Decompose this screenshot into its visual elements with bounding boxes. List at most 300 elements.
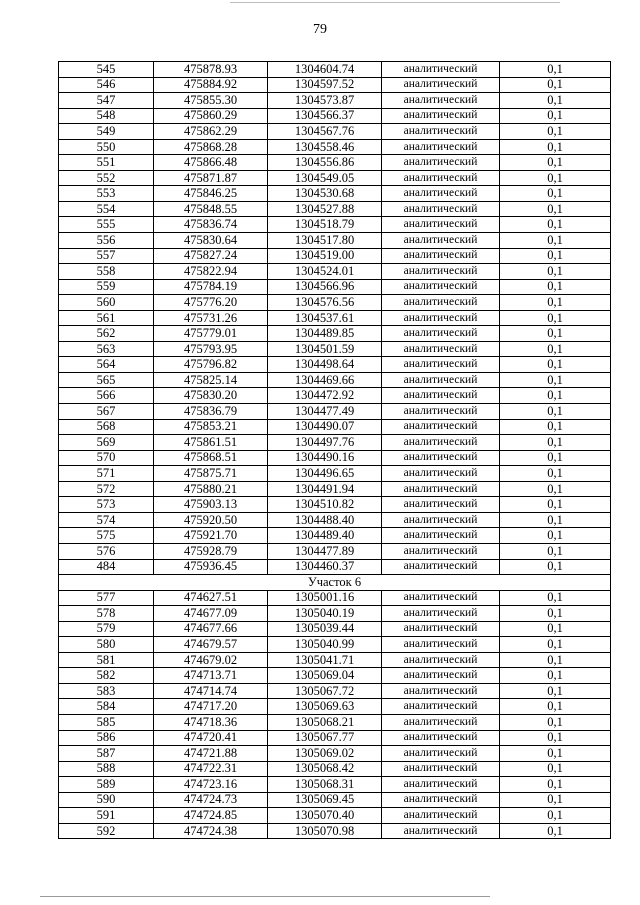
x-coordinate-cell: 474723.16 (154, 777, 268, 793)
accuracy-cell: 0,1 (500, 279, 611, 295)
method-cell: аналитический (382, 792, 500, 808)
method-cell: аналитический (382, 155, 500, 171)
x-coordinate-cell: 475836.79 (154, 404, 268, 420)
method-cell: аналитический (382, 699, 500, 715)
table-row (59, 777, 611, 793)
accuracy-cell: 0,1 (500, 714, 611, 730)
x-coordinate-cell: 475868.28 (154, 139, 268, 155)
point-number-cell: 572 (59, 481, 154, 497)
x-coordinate-cell: 474722.31 (154, 761, 268, 777)
accuracy-cell: 0,1 (500, 528, 611, 544)
accuracy-cell: 0,1 (500, 683, 611, 699)
y-coordinate-cell: 1304491.94 (268, 481, 382, 497)
point-number-cell: 571 (59, 466, 154, 482)
y-coordinate-cell: 1304597.52 (268, 77, 382, 93)
y-coordinate-cell: 1304510.82 (268, 497, 382, 513)
accuracy-cell: 0,1 (500, 559, 611, 575)
x-coordinate-cell: 475871.87 (154, 170, 268, 186)
x-coordinate-cell: 475880.21 (154, 481, 268, 497)
x-coordinate-cell: 474714.74 (154, 683, 268, 699)
table-row (59, 606, 611, 622)
y-coordinate-cell: 1304489.85 (268, 326, 382, 342)
x-coordinate-cell: 474677.09 (154, 606, 268, 622)
accuracy-cell: 0,1 (500, 186, 611, 202)
y-coordinate-cell: 1304530.68 (268, 186, 382, 202)
accuracy-cell: 0,1 (500, 746, 611, 762)
table-row (59, 93, 611, 109)
accuracy-cell: 0,1 (500, 217, 611, 233)
method-cell: аналитический (382, 357, 500, 373)
x-coordinate-cell: 475846.25 (154, 186, 268, 202)
point-number-cell: 575 (59, 528, 154, 544)
table-row (59, 512, 611, 528)
table-row (59, 357, 611, 373)
accuracy-cell: 0,1 (500, 792, 611, 808)
method-cell: аналитический (382, 233, 500, 249)
y-coordinate-cell: 1305039.44 (268, 621, 382, 637)
point-number-cell: 553 (59, 186, 154, 202)
x-coordinate-cell: 474717.20 (154, 699, 268, 715)
x-coordinate-cell: 475836.74 (154, 217, 268, 233)
section-title: Участок 6 (59, 575, 611, 591)
method-cell: аналитический (382, 497, 500, 513)
table-row (59, 559, 611, 575)
y-coordinate-cell: 1305069.04 (268, 668, 382, 684)
point-number-cell: 559 (59, 279, 154, 295)
method-cell: аналитический (382, 170, 500, 186)
accuracy-cell: 0,1 (500, 155, 611, 171)
accuracy-cell: 0,1 (500, 808, 611, 824)
y-coordinate-cell: 1304576.56 (268, 295, 382, 311)
table-row (59, 295, 611, 311)
table-row (59, 450, 611, 466)
table-row (59, 326, 611, 342)
x-coordinate-cell: 475875.71 (154, 466, 268, 482)
accuracy-cell: 0,1 (500, 233, 611, 249)
accuracy-cell: 0,1 (500, 668, 611, 684)
y-coordinate-cell: 1305041.71 (268, 652, 382, 668)
table-row (59, 170, 611, 186)
point-number-cell: 547 (59, 93, 154, 109)
accuracy-cell: 0,1 (500, 419, 611, 435)
y-coordinate-cell: 1305067.77 (268, 730, 382, 746)
method-cell: аналитический (382, 761, 500, 777)
point-number-cell: 573 (59, 497, 154, 513)
accuracy-cell: 0,1 (500, 543, 611, 559)
accuracy-cell: 0,1 (500, 124, 611, 140)
y-coordinate-cell: 1304556.86 (268, 155, 382, 171)
method-cell: аналитический (382, 217, 500, 233)
method-cell: аналитический (382, 590, 500, 606)
y-coordinate-cell: 1304469.66 (268, 372, 382, 388)
table-row (59, 388, 611, 404)
accuracy-cell: 0,1 (500, 761, 611, 777)
accuracy-cell: 0,1 (500, 248, 611, 264)
table-row (59, 823, 611, 839)
method-cell: аналитический (382, 108, 500, 124)
point-number-cell: 550 (59, 139, 154, 155)
method-cell: аналитический (382, 310, 500, 326)
point-number-cell: 570 (59, 450, 154, 466)
top-scan-rule (230, 2, 560, 3)
table-row (59, 264, 611, 280)
y-coordinate-cell: 1304489.40 (268, 528, 382, 544)
x-coordinate-cell: 475920.50 (154, 512, 268, 528)
table-row (59, 404, 611, 420)
point-number-cell: 579 (59, 621, 154, 637)
table-row (59, 481, 611, 497)
table-row (59, 699, 611, 715)
method-cell: аналитический (382, 419, 500, 435)
y-coordinate-cell: 1304498.64 (268, 357, 382, 373)
y-coordinate-cell: 1304549.05 (268, 170, 382, 186)
point-number-cell: 551 (59, 155, 154, 171)
x-coordinate-cell: 475779.01 (154, 326, 268, 342)
method-cell: аналитический (382, 637, 500, 653)
method-cell: аналитический (382, 512, 500, 528)
y-coordinate-cell: 1304527.88 (268, 201, 382, 217)
table-row (59, 497, 611, 513)
y-coordinate-cell: 1305067.72 (268, 683, 382, 699)
method-cell: аналитический (382, 528, 500, 544)
x-coordinate-cell: 475866.48 (154, 155, 268, 171)
x-coordinate-cell: 475936.45 (154, 559, 268, 575)
x-coordinate-cell: 475861.51 (154, 435, 268, 451)
table-row (59, 155, 611, 171)
coordinates-table (58, 61, 611, 839)
method-cell: аналитический (382, 62, 500, 78)
accuracy-cell: 0,1 (500, 699, 611, 715)
method-cell: аналитический (382, 668, 500, 684)
y-coordinate-cell: 1304518.79 (268, 217, 382, 233)
point-number-cell: 590 (59, 792, 154, 808)
x-coordinate-cell: 475878.93 (154, 62, 268, 78)
table-row (59, 652, 611, 668)
method-cell: аналитический (382, 124, 500, 140)
table-row (59, 435, 611, 451)
method-cell: аналитический (382, 481, 500, 497)
method-cell: аналитический (382, 606, 500, 622)
point-number-cell: 549 (59, 124, 154, 140)
y-coordinate-cell: 1304573.87 (268, 93, 382, 109)
accuracy-cell: 0,1 (500, 621, 611, 637)
method-cell: аналитический (382, 559, 500, 575)
y-coordinate-cell: 1304567.76 (268, 124, 382, 140)
method-cell: аналитический (382, 186, 500, 202)
accuracy-cell: 0,1 (500, 652, 611, 668)
point-number-cell: 587 (59, 746, 154, 762)
y-coordinate-cell: 1304501.59 (268, 341, 382, 357)
point-number-cell: 562 (59, 326, 154, 342)
method-cell: аналитический (382, 341, 500, 357)
method-cell: аналитический (382, 264, 500, 280)
table-row (59, 419, 611, 435)
x-coordinate-cell: 474724.73 (154, 792, 268, 808)
method-cell: аналитический (382, 450, 500, 466)
point-number-cell: 584 (59, 699, 154, 715)
point-number-cell: 557 (59, 248, 154, 264)
method-cell: аналитический (382, 714, 500, 730)
point-number-cell: 566 (59, 388, 154, 404)
x-coordinate-cell: 475830.20 (154, 388, 268, 404)
x-coordinate-cell: 475853.21 (154, 419, 268, 435)
method-cell: аналитический (382, 372, 500, 388)
y-coordinate-cell: 1305070.98 (268, 823, 382, 839)
method-cell: аналитический (382, 77, 500, 93)
point-number-cell: 563 (59, 341, 154, 357)
x-coordinate-cell: 475793.95 (154, 341, 268, 357)
method-cell: аналитический (382, 621, 500, 637)
point-number-cell: 592 (59, 823, 154, 839)
x-coordinate-cell: 475862.29 (154, 124, 268, 140)
y-coordinate-cell: 1305068.42 (268, 761, 382, 777)
method-cell: аналитический (382, 683, 500, 699)
method-cell: аналитический (382, 652, 500, 668)
point-number-cell: 548 (59, 108, 154, 124)
x-coordinate-cell: 475822.94 (154, 264, 268, 280)
y-coordinate-cell: 1304496.65 (268, 466, 382, 482)
y-coordinate-cell: 1304524.01 (268, 264, 382, 280)
accuracy-cell: 0,1 (500, 341, 611, 357)
x-coordinate-cell: 475921.70 (154, 528, 268, 544)
point-number-cell: 556 (59, 233, 154, 249)
method-cell: аналитический (382, 746, 500, 762)
y-coordinate-cell: 1305069.63 (268, 699, 382, 715)
table-row (59, 792, 611, 808)
point-number-cell: 568 (59, 419, 154, 435)
x-coordinate-cell: 474724.38 (154, 823, 268, 839)
table-row (59, 186, 611, 202)
table-row (59, 590, 611, 606)
x-coordinate-cell: 474679.02 (154, 652, 268, 668)
accuracy-cell: 0,1 (500, 481, 611, 497)
table-row (59, 746, 611, 762)
accuracy-cell: 0,1 (500, 372, 611, 388)
point-number-cell: 545 (59, 62, 154, 78)
point-number-cell: 555 (59, 217, 154, 233)
point-number-cell: 588 (59, 761, 154, 777)
accuracy-cell: 0,1 (500, 823, 611, 839)
y-coordinate-cell: 1304604.74 (268, 62, 382, 78)
point-number-cell: 574 (59, 512, 154, 528)
y-coordinate-cell: 1304477.49 (268, 404, 382, 420)
point-number-cell: 578 (59, 606, 154, 622)
section-header-row (59, 575, 611, 591)
accuracy-cell: 0,1 (500, 512, 611, 528)
table-row (59, 310, 611, 326)
accuracy-cell: 0,1 (500, 450, 611, 466)
x-coordinate-cell: 475830.64 (154, 233, 268, 249)
y-coordinate-cell: 1305069.45 (268, 792, 382, 808)
x-coordinate-cell: 474724.85 (154, 808, 268, 824)
table-row (59, 637, 611, 653)
accuracy-cell: 0,1 (500, 295, 611, 311)
x-coordinate-cell: 475928.79 (154, 543, 268, 559)
point-number-cell: 577 (59, 590, 154, 606)
x-coordinate-cell: 475884.92 (154, 77, 268, 93)
x-coordinate-cell: 475784.19 (154, 279, 268, 295)
accuracy-cell: 0,1 (500, 590, 611, 606)
point-number-cell: 552 (59, 170, 154, 186)
point-number-cell: 591 (59, 808, 154, 824)
page-number: 79 (313, 22, 327, 37)
x-coordinate-cell: 474679.57 (154, 637, 268, 653)
bottom-scan-rule (40, 896, 490, 897)
method-cell: аналитический (382, 248, 500, 264)
point-number-cell: 569 (59, 435, 154, 451)
table-row (59, 543, 611, 559)
x-coordinate-cell: 474713.71 (154, 668, 268, 684)
y-coordinate-cell: 1304497.76 (268, 435, 382, 451)
point-number-cell: 586 (59, 730, 154, 746)
x-coordinate-cell: 475731.26 (154, 310, 268, 326)
method-cell: аналитический (382, 93, 500, 109)
method-cell: аналитический (382, 139, 500, 155)
point-number-cell: 583 (59, 683, 154, 699)
point-number-cell: 582 (59, 668, 154, 684)
table-row (59, 714, 611, 730)
y-coordinate-cell: 1304490.16 (268, 450, 382, 466)
x-coordinate-cell: 475827.24 (154, 248, 268, 264)
y-coordinate-cell: 1304488.40 (268, 512, 382, 528)
method-cell: аналитический (382, 326, 500, 342)
y-coordinate-cell: 1305040.19 (268, 606, 382, 622)
method-cell: аналитический (382, 295, 500, 311)
accuracy-cell: 0,1 (500, 77, 611, 93)
table-row (59, 341, 611, 357)
y-coordinate-cell: 1304477.89 (268, 543, 382, 559)
y-coordinate-cell: 1305040.99 (268, 637, 382, 653)
method-cell: аналитический (382, 279, 500, 295)
y-coordinate-cell: 1304566.37 (268, 108, 382, 124)
point-number-cell: 581 (59, 652, 154, 668)
point-number-cell: 576 (59, 543, 154, 559)
method-cell: аналитический (382, 543, 500, 559)
accuracy-cell: 0,1 (500, 170, 611, 186)
table-row (59, 808, 611, 824)
accuracy-cell: 0,1 (500, 435, 611, 451)
x-coordinate-cell: 475860.29 (154, 108, 268, 124)
y-coordinate-cell: 1304472.92 (268, 388, 382, 404)
accuracy-cell: 0,1 (500, 108, 611, 124)
x-coordinate-cell: 474721.88 (154, 746, 268, 762)
x-coordinate-cell: 475868.51 (154, 450, 268, 466)
method-cell: аналитический (382, 388, 500, 404)
table-row (59, 761, 611, 777)
method-cell: аналитический (382, 823, 500, 839)
accuracy-cell: 0,1 (500, 139, 611, 155)
table-row (59, 621, 611, 637)
table-row (59, 730, 611, 746)
x-coordinate-cell: 474718.36 (154, 714, 268, 730)
accuracy-cell: 0,1 (500, 326, 611, 342)
point-number-cell: 554 (59, 201, 154, 217)
accuracy-cell: 0,1 (500, 497, 611, 513)
accuracy-cell: 0,1 (500, 201, 611, 217)
point-number-cell: 484 (59, 559, 154, 575)
x-coordinate-cell: 474720.41 (154, 730, 268, 746)
table-row (59, 528, 611, 544)
accuracy-cell: 0,1 (500, 404, 611, 420)
method-cell: аналитический (382, 201, 500, 217)
x-coordinate-cell: 475825.14 (154, 372, 268, 388)
accuracy-cell: 0,1 (500, 777, 611, 793)
point-number-cell: 561 (59, 310, 154, 326)
y-coordinate-cell: 1305070.40 (268, 808, 382, 824)
y-coordinate-cell: 1305069.02 (268, 746, 382, 762)
x-coordinate-cell: 475796.82 (154, 357, 268, 373)
table-row (59, 201, 611, 217)
table-row (59, 62, 611, 78)
y-coordinate-cell: 1304558.46 (268, 139, 382, 155)
x-coordinate-cell: 474627.51 (154, 590, 268, 606)
point-number-cell: 565 (59, 372, 154, 388)
accuracy-cell: 0,1 (500, 357, 611, 373)
table-row (59, 217, 611, 233)
point-number-cell: 589 (59, 777, 154, 793)
table-row (59, 248, 611, 264)
y-coordinate-cell: 1304517.80 (268, 233, 382, 249)
table-row (59, 139, 611, 155)
point-number-cell: 560 (59, 295, 154, 311)
accuracy-cell: 0,1 (500, 637, 611, 653)
table-row (59, 77, 611, 93)
y-coordinate-cell: 1304537.61 (268, 310, 382, 326)
method-cell: аналитический (382, 730, 500, 746)
x-coordinate-cell: 475848.55 (154, 201, 268, 217)
point-number-cell: 567 (59, 404, 154, 420)
table-row (59, 279, 611, 295)
y-coordinate-cell: 1304519.00 (268, 248, 382, 264)
coordinates-table-body (59, 62, 611, 839)
point-number-cell: 546 (59, 77, 154, 93)
accuracy-cell: 0,1 (500, 310, 611, 326)
y-coordinate-cell: 1304460.37 (268, 559, 382, 575)
table-row (59, 108, 611, 124)
point-number-cell: 585 (59, 714, 154, 730)
table-row (59, 683, 611, 699)
accuracy-cell: 0,1 (500, 730, 611, 746)
point-number-cell: 558 (59, 264, 154, 280)
method-cell: аналитический (382, 435, 500, 451)
method-cell: аналитический (382, 466, 500, 482)
table-row (59, 124, 611, 140)
point-number-cell: 564 (59, 357, 154, 373)
x-coordinate-cell: 475903.13 (154, 497, 268, 513)
table-row (59, 233, 611, 249)
y-coordinate-cell: 1304566.96 (268, 279, 382, 295)
method-cell: аналитический (382, 777, 500, 793)
accuracy-cell: 0,1 (500, 62, 611, 78)
y-coordinate-cell: 1305068.31 (268, 777, 382, 793)
y-coordinate-cell: 1304490.07 (268, 419, 382, 435)
method-cell: аналитический (382, 808, 500, 824)
x-coordinate-cell: 475855.30 (154, 93, 268, 109)
point-number-cell: 580 (59, 637, 154, 653)
accuracy-cell: 0,1 (500, 466, 611, 482)
accuracy-cell: 0,1 (500, 93, 611, 109)
table-row (59, 466, 611, 482)
y-coordinate-cell: 1305001.16 (268, 590, 382, 606)
x-coordinate-cell: 474677.66 (154, 621, 268, 637)
x-coordinate-cell: 475776.20 (154, 295, 268, 311)
method-cell: аналитический (382, 404, 500, 420)
accuracy-cell: 0,1 (500, 606, 611, 622)
table-row (59, 372, 611, 388)
table-row (59, 668, 611, 684)
accuracy-cell: 0,1 (500, 388, 611, 404)
y-coordinate-cell: 1305068.21 (268, 714, 382, 730)
